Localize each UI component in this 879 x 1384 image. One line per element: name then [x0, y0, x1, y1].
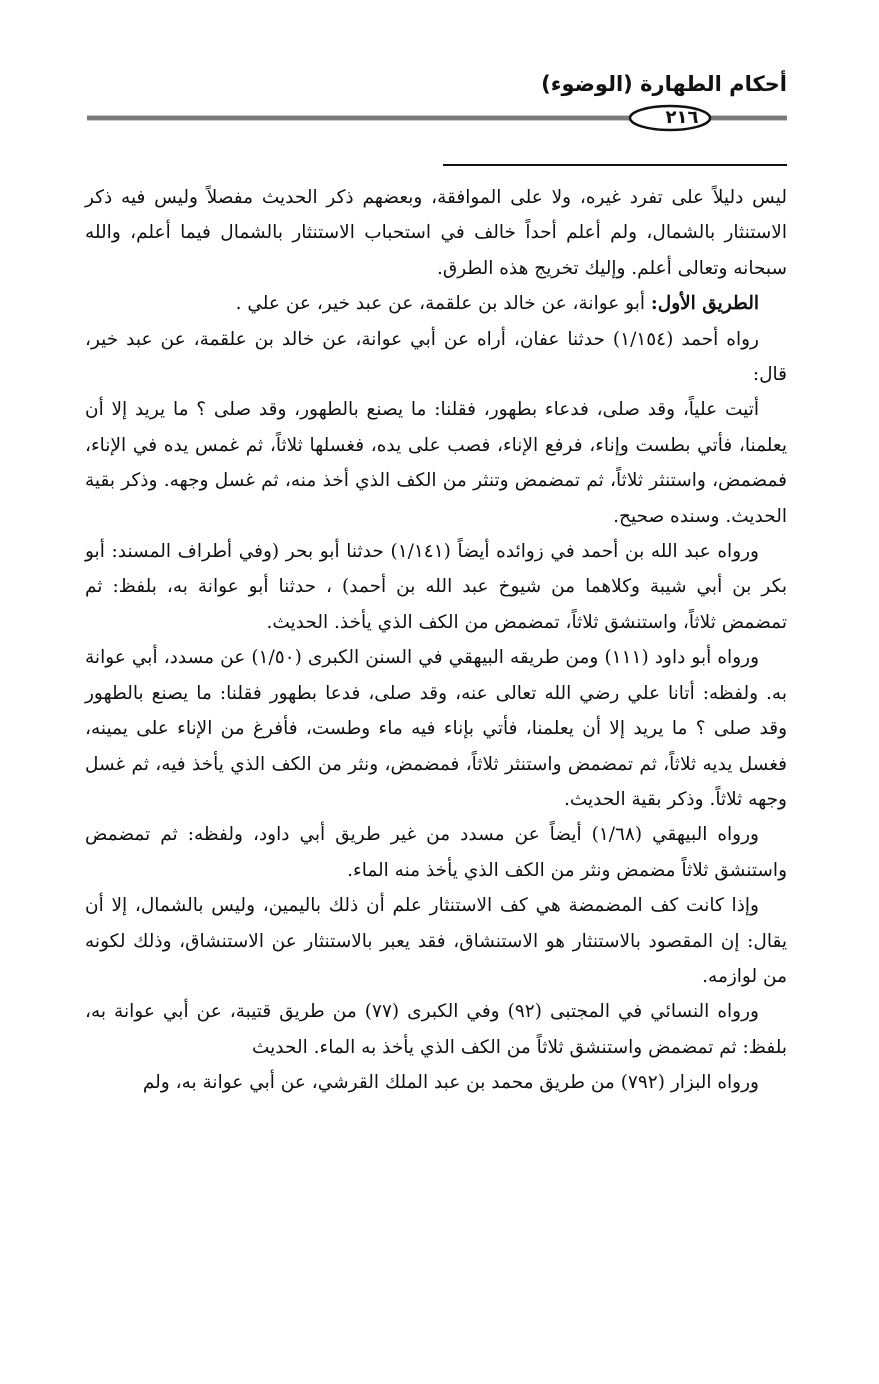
- paragraph-8: [85, 888, 787, 994]
- footnote-separator-line: [443, 164, 787, 166]
- section-label-first-route: الطريق الأول:: [650, 293, 759, 315]
- paragraph-7-text: ورواه البيهقي (١/٦٨) أيضاً عن مسدد من غير طريق أبي داود، ولفظه: ثم تمضمض واستنشق ثلاثاً مضمض ونثر من الكف الذي يأخذ منه الماء.: [85, 824, 787, 881]
- paragraph-6: [85, 640, 787, 817]
- paragraph-8-text: وإذا كانت كف المضمضة هي كف الاستنثار علم أن ذلك باليمين، وليس بالشمال، إلا أن يقال: إن المقصود بالاستنثار هو الاستنشاق، فقد يعبر بالاستنثار عن الاستنشاق، وذلك لكونه من لوازمه.: [85, 895, 787, 987]
- paragraph-1: [85, 180, 787, 286]
- running-head-title: أحكام الطهارة (الوضوء): [541, 72, 787, 96]
- paragraph-2-text: أبو عوانة، عن خالد بن علقمة، عن عبد خير، عن علي .: [235, 293, 651, 315]
- paragraph-4-text: أتيت علياً، وقد صلى، فدعاء بطهور، فقلنا: ما يصنع بالطهور، وقد صلى ؟ ما يريد إلا أن يعلمنا، فأتي بطست وإناء، فرفع الإناء، فصب على يده، فغسلها ثلاثاً، ثم غمس يده في الإناء، فمضمض، واستنثر ثلاثاً، ثم تمضمض وتنثر من الكف الذي أخذ منه، ثم غسل وجهه. وذكر بقية الحديث. وسنده صحيح.: [85, 399, 787, 527]
- paragraph-9: [85, 994, 787, 1065]
- paragraph-10: [85, 1065, 787, 1100]
- paragraph-5-text: ورواه عبد الله بن أحمد في زوائده أيضاً (١/١٤١) حدثنا أبو بحر (وفي أطراف المسند: أبو بكر بن أبي شيبة وكلاهما من شيوخ عبد الله بن أحمد) ، حدثنا أبو عوانة به، بلفظ: ثم تمضمض ثلاثاً، واستنشق ثلاثاً، تمضمض من الكف الذي يأخذ. الحديث.: [85, 541, 787, 633]
- page-number: ٢١٦: [665, 107, 699, 128]
- body-text: [85, 180, 787, 1101]
- paragraph-10-text: ورواه البزار (٧٩٢) من طريق محمد بن عبد الملك القرشي، عن أبي عوانة به، ولم: [142, 1072, 759, 1094]
- paragraph-4: [85, 392, 787, 534]
- paragraph-3: [85, 322, 787, 393]
- paragraph-5: [85, 534, 787, 640]
- paragraph-2: [85, 286, 787, 321]
- paragraph-7: [85, 817, 787, 888]
- paragraph-3-text: رواه أحمد (١/١٥٤) حدثنا عفان، أراه عن أبي عوانة، عن خالد بن علقمة، عن عبد خير، قال:: [85, 328, 787, 386]
- paragraph-9-text: ورواه النسائي في المجتبى (٩٢) وفي الكبرى (٧٧) من طريق قتيبة، عن أبي عوانة به، بلفظ: ثم تمضمض واستنشق ثلاثاً من الكف الذي يأخذ به الماء. الحديث: [85, 1001, 787, 1058]
- paragraph-6-text: ورواه أبو داود (١١١) ومن طريقه البيهقي في السنن الكبرى (١/٥٠) عن مسدد، أبي عوانة به. ولفظه: أتانا علي رضي الله تعالى عنه، وقد صلى، فدعا بطهور فقلنا: ما يصنع بالطهور وقد صلى ؟ ما يريد إلا أن يعلمنا، فأتي بإناء فيه ماء وطست، فأفرغ من الإناء على يمينه، فغسل يديه ثلاثاً، ثم تمضمض واستنثر ثلاثاً، فمضمض، ونثر من الكف الذي يأخذ فيه، ثم غسل وجهه ثلاثاً. وذكر بقية الحديث.: [85, 647, 787, 810]
- paragraph-1-text: ليس دليلاً على تفرد غيره، ولا على الموافقة، وبعضهم ذكر الحديث مفصلاً وليس فيه ذكر الاستنثار بالشمال، ولم أعلم أحداً خالف في استحباب الاستنثار بالشمال فيما أعلم، والله سبحانه وتعالى أعلم. وإليك تخريج هذه الطرق.: [85, 187, 787, 279]
